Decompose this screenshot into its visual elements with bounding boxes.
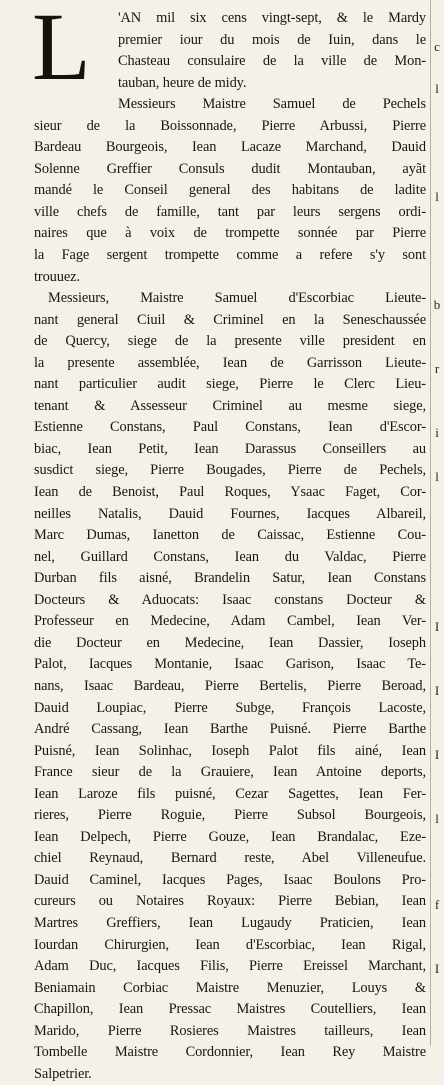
text-line: die Docteur en Medecine, Iean Dassier, Ioseph	[34, 634, 426, 651]
text-line: de Quercy, siege de la presente ville president en	[34, 333, 426, 350]
text-line: Martres Greffiers, Iean Lugaudy Praticien, Iean	[34, 914, 426, 931]
text-line: Iean Delpech, Pierre Gouze, Iean Brandalac, Eze-	[34, 828, 426, 845]
text-line: Salpetrier.	[34, 1065, 92, 1082]
text-line: susdict siege, Pierre Bougades, Pierre de Pechels,	[34, 462, 426, 479]
text-line: tauban, heure de midy.	[118, 74, 247, 91]
text-line: la Fage sergent trompette comme a refere s'y sont	[34, 247, 426, 264]
margin-fragment: I	[434, 747, 440, 762]
margin-fragment: r	[434, 361, 440, 376]
text-line: Puisné, Iean Solinhac, Ioseph Palot fils ainé, Iean	[34, 742, 426, 759]
text-line: Palot, Iacques Montanie, Isaac Garison, Isaac Te-	[34, 656, 426, 673]
margin-fragment: l	[435, 811, 439, 826]
text-line: biac, Iean Petit, Iean Darassus Conseillers au	[34, 440, 426, 457]
text-line: chiel Reynaud, Bernard reste, Abel Villeneufue.	[34, 850, 426, 867]
text-line: la presente assemblée, Iean de Garrisson Lieute-	[34, 354, 426, 371]
text-line: Durban fils aisné, Brandelin Satur, Iean Constans	[34, 570, 426, 587]
text-line: sieur de la Boissonnade, Pierre Arbussi, Pierre	[34, 117, 426, 134]
text-line: nant general Ciuil & Criminel en la Seneschaussée	[34, 311, 426, 328]
text-line: Iean Laroze fils puisné, Cezar Sagettes, Iean Fer-	[34, 785, 426, 802]
text-line: France sieur de la Grauiere, Iean Antoine deports,	[34, 764, 426, 781]
text-line: Beniamain Corbiac Maistre Menuzier, Louys &	[34, 979, 426, 996]
text-line: ville chefs de famille, tant par leurs sergens ordi-	[34, 203, 426, 220]
text-line: mandé le Conseil general des habitans de ladite	[34, 182, 426, 199]
text-line: Marido, Pierre Rosieres Maistres tailleurs, Iean	[34, 1022, 426, 1039]
text-line: Iean de Benoist, Paul Roques, Ysaac Faget, Cor-	[34, 484, 426, 501]
text-line: Solenne Greffier Consuls dudit Montauban, ayãt	[34, 160, 426, 177]
margin-fragment: I	[434, 683, 440, 698]
text-line: nans, Isaac Bardeau, Pierre Bertelis, Pierre Beroad,	[34, 677, 426, 694]
text-line: tenant & Assesseur Criminel au mesme siege,	[34, 397, 426, 414]
text-line: Marc Dumas, Ianetton de Caissac, Estienne Cou-	[34, 527, 426, 544]
text-line: Dauid Loupiac, Pierre Subge, François Lacoste,	[34, 699, 426, 716]
text-line: Adam Duc, Iacques Filis, Pierre Ereissel Marchant,	[34, 958, 426, 975]
margin-fragment: l	[435, 81, 439, 96]
text-line: Dauid Caminel, Iacques Pages, Isaac Boulons Pro-	[34, 871, 426, 888]
margin-fragment: l	[435, 189, 439, 204]
margin-fragment: b	[433, 297, 441, 312]
text-line: trouuez.	[34, 268, 80, 285]
text-line: André Cassang, Iean Barthe Puisné. Pierre Barthe	[34, 721, 426, 738]
text-line: Messieurs Maistre Samuel de Pechels	[118, 96, 426, 113]
text-line: Chapillon, Iean Pressac Maistres Coutelliers, Iean	[34, 1001, 426, 1018]
text-line: Messieurs, Maistre Samuel d'Escorbiac Lieute-	[48, 290, 426, 307]
text-column	[34, 8, 426, 1085]
margin-fragment: I	[434, 619, 440, 634]
text-line: Estienne Constans, Paul Constans, Iean d'Escor-	[34, 419, 426, 436]
text-line: naires que à voix de trompette sonnée par Pierre	[34, 225, 426, 242]
text-line: Chasteau consulaire de la ville de Mon-	[118, 53, 426, 70]
text-line: rieres, Pierre Roguie, Pierre Subsol Bourgeois,	[34, 807, 426, 824]
text-line: nel, Guillard Constans, Iean du Valdac, Pierre	[34, 548, 426, 565]
drop-cap-letter: L	[32, 0, 91, 100]
margin-fragment: c	[434, 39, 440, 54]
text-line: Professeur en Medecine, Adam Cambel, Iean Ver-	[34, 613, 426, 630]
margin-fragment: l	[435, 469, 439, 484]
text-line: premier iour du mois de Iuin, dans le	[118, 31, 426, 48]
text-line: Tombelle Maistre Cordonnier, Iean Rey Maistre	[34, 1044, 426, 1061]
text-line: nant particulier audit siege, Pierre le Clerc Lieu-	[34, 376, 426, 393]
text-line: neilles Natalis, Dauid Fournes, Iacques Albareil,	[34, 505, 426, 522]
text-line: Bardeau Bourgeois, Iean Lacaze Marchand, Dauid	[34, 139, 426, 156]
text-line: Docteurs & Aduocats: Isaac constans Docteur &	[34, 591, 426, 608]
text-line: Iourdan Chirurgien, Iean d'Escorbiac, Iean Rigal,	[34, 936, 426, 953]
text-line: 'AN mil six cens vingt-sept, & le Mardy	[118, 10, 426, 26]
text-line: cureurs ou Notaires Royaux: Pierre Bebian, Iean	[34, 893, 426, 910]
adjacent-page-margin	[430, 0, 444, 1046]
margin-fragment: i	[435, 425, 439, 440]
margin-fragment: I	[434, 961, 440, 976]
margin-fragment: f	[434, 897, 440, 912]
